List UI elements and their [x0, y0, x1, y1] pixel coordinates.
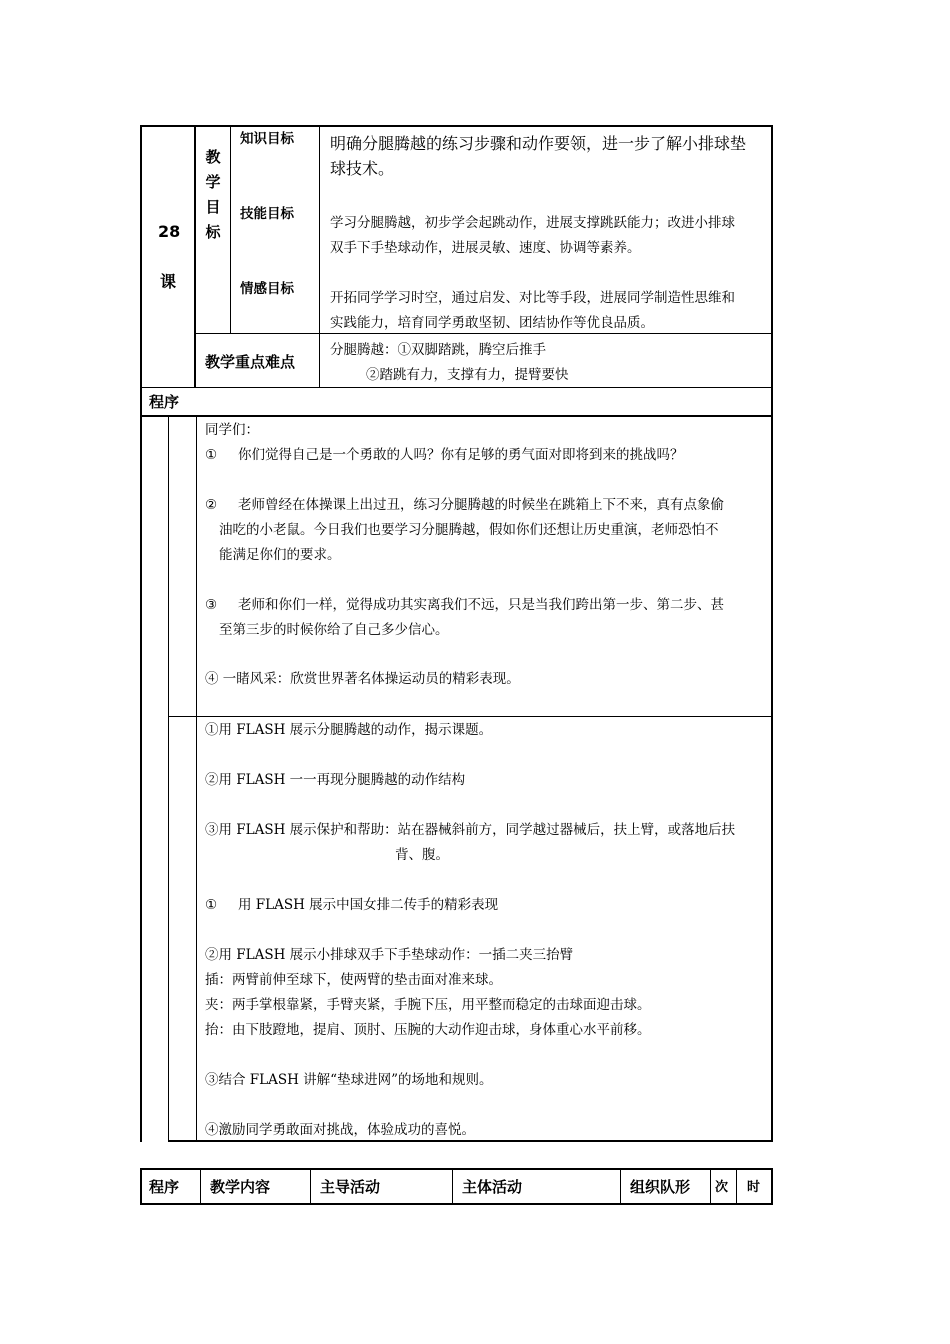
flash-item-1: ①用 FLASH 展示分腿腾越的动作，揭示课题。: [205, 722, 493, 738]
intro-item-4-text: ④ 一睹风采：欣赏世界著名体操运动员的精彩表现。: [205, 671, 520, 687]
flash-item-5-insert: 插：两臂前伸至球下，使两臂的垫击面对准来球。: [205, 972, 502, 988]
emotion-objective-text-2: 实践能力，培育同学勇敢坚韧、团结协作等优良品质。: [330, 315, 654, 331]
header-row-left: [140, 1168, 142, 1205]
header-subject-activity: 主体活动: [462, 1178, 523, 1196]
flash-item-7: ④激励同学勇敢面对挑战，体验成功的喜悦。: [205, 1122, 475, 1138]
objective-label-divider: [319, 125, 320, 388]
section-label-divider: [230, 125, 231, 334]
lesson-number: 28: [158, 222, 181, 241]
header-row-right: [771, 1168, 773, 1205]
header-content: 教学内容: [210, 1178, 271, 1196]
header-row-top: [140, 1168, 773, 1170]
flash-item-5-clamp: 夹：两手掌根靠紧，手臂夹紧，手腕下压，用平整而稳定的击球面迎击球。: [205, 997, 651, 1013]
intro-item-3-text-1: 老师和你们一样，觉得成功其实离我们不远，只是当我们跨出第一步、第二步、甚: [238, 597, 724, 613]
flash-item-6: ③结合 FLASH 讲解“垫球进网”的场地和规则。: [205, 1072, 493, 1088]
flash-item-3-line-1: ③用 FLASH 展示保护和帮助：站在器械斜前方，同学越过器械后，扶上臂，或落地后扶: [205, 822, 736, 838]
header-divider-4: [620, 1168, 621, 1205]
flash-item-2: ②用 FLASH 一一再现分腿腾越的动作结构: [205, 772, 466, 788]
flash-item-5: ②用 FLASH 展示小排球双手下手垫球动作：一插二夹三抬臂: [205, 947, 574, 963]
header-times: 次: [715, 1180, 729, 1195]
table-border-left: [140, 125, 142, 1142]
header-divider-1: [200, 1168, 201, 1205]
keypoints-bottom-border: [140, 387, 773, 388]
flash-item-3-line-2: 背、腹。: [395, 847, 449, 863]
emotion-objective-label: 情感目标: [240, 281, 294, 297]
objectives-bottom-border: [194, 333, 772, 334]
flash-item-5-lift: 抬：由下肢蹬地，提肩、顶肘、压腕的大动作迎击球，身体重心水平前移。: [205, 1022, 651, 1038]
intro-item-2-num: ②: [205, 497, 218, 513]
table-border-top: [140, 125, 773, 127]
flash-item-4-text: 用 FLASH 展示中国女排二传手的精彩表现: [238, 897, 499, 913]
intro-item-1-num: ①: [205, 447, 218, 463]
intro-item-2-text-1: 老师曾经在体操课上出过丑，练习分腿腾越的时候坐在跳箱上下不来，真有点象偷: [238, 497, 724, 513]
header-formation: 组织队形: [630, 1178, 691, 1196]
lesson-unit: 课: [160, 272, 177, 291]
content-left-border: [196, 416, 197, 1142]
skill-objective-text-2: 双手下手垫球动作，进展灵敏、速度、协调等素养。: [330, 240, 641, 256]
intro-item-1-text: 你们觉得自己是一个勇敢的人吗？你有足够的勇气面对即将到来的挑战吗？: [238, 447, 684, 463]
skill-objective-text-1: 学习分腿腾越，初步学会起跳动作，进展支撑跳跃能力；改进小排球: [330, 215, 735, 231]
header-time: 时: [747, 1180, 761, 1195]
header-divider-2: [310, 1168, 311, 1205]
knowledge-objective-label: 知识目标: [240, 131, 294, 147]
header-procedure: 程序: [149, 1178, 180, 1196]
table-border-bottom: [168, 1140, 773, 1142]
key-points-line-1: 分腿腾越：①双脚踏跳，腾空后推手: [330, 342, 546, 358]
key-points-label: 教学重点难点: [205, 353, 296, 371]
header-divider-3: [452, 1168, 453, 1205]
intro-item-2-text-2: 油吃的小老鼠。今日我们也要学习分腿腾越，假如你们还想让历史重演，老师恐怕不: [219, 522, 719, 538]
skill-objective-label: 技能目标: [240, 206, 294, 222]
knowledge-objective-text-1: 明确分腿腾越的练习步骤和动作要领，进一步了解小排球垫: [330, 134, 747, 153]
intro-item-2-text-3: 能满足你们的要求。: [219, 547, 341, 563]
objectives-section-label: 教 学 目 标: [205, 148, 221, 241]
intro-bottom-border: [168, 716, 773, 717]
header-divider-5: [710, 1168, 711, 1205]
emotion-objective-text-1: 开拓同学学习时空，通过启发、对比等手段，进展同学制造性思维和: [330, 290, 735, 306]
intro-greeting: 同学们：: [205, 422, 259, 438]
header-row-bottom: [140, 1203, 773, 1205]
lesson-column-divider: [194, 125, 196, 388]
flash-item-4-num: ①: [205, 897, 218, 913]
knowledge-objective-text-2: 球技术。: [330, 159, 395, 178]
key-points-line-2: ②踏跳有力，支撑有力，提臂要快: [366, 367, 569, 383]
inner-left-border: [168, 416, 169, 1142]
intro-item-3-text-2: 至第三步的时候你给了自己多少信心。: [219, 622, 449, 638]
header-divider-6: [736, 1168, 737, 1205]
header-lead-activity: 主导活动: [320, 1178, 381, 1196]
procedure-row-bottom-border: [140, 415, 773, 417]
table-border-right: [771, 125, 773, 1142]
intro-item-3-num: ③: [205, 597, 218, 613]
procedure-label: 程序: [149, 393, 180, 411]
